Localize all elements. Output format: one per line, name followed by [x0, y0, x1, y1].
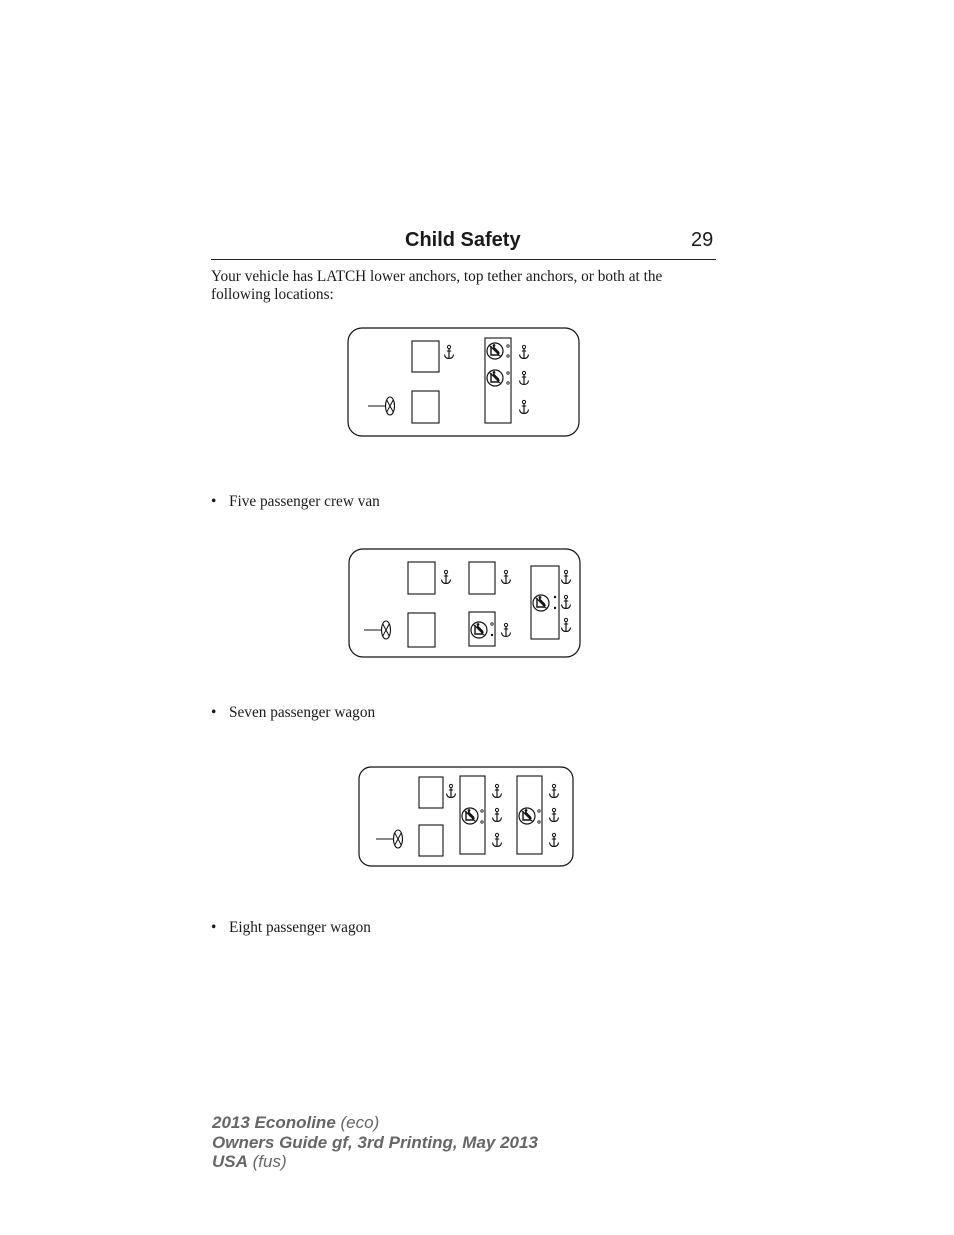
- front-passenger-seat: [419, 777, 443, 808]
- footer-line-2: [212, 1133, 538, 1153]
- child-seat-latch-icon: [487, 343, 503, 359]
- list-item: [211, 919, 371, 937]
- page-number: 29: [691, 229, 714, 251]
- child-seat-latch-icon: [533, 595, 549, 611]
- seating-diagram-seven-passenger: [348, 548, 582, 660]
- child-seat-latch-icon: [471, 622, 487, 638]
- vehicle-outline: [348, 328, 579, 436]
- lower-anchor-dot: [491, 634, 493, 636]
- document-footer: [212, 1113, 538, 1172]
- footer-line-1: [212, 1113, 538, 1133]
- child-seat-latch-icon: [519, 808, 535, 824]
- seating-diagram-eight-passenger: [358, 766, 575, 868]
- configuration-label: Eight passenger wagon: [229, 919, 371, 936]
- intro-paragraph: Your vehicle has LATCH lower anchors, top tether anchors, or both at the following locations:: [211, 268, 663, 303]
- footer-market: USA: [212, 1152, 248, 1171]
- seating-diagram-five-passenger: [347, 327, 581, 439]
- driver-seat: [412, 391, 439, 423]
- driver-seat: [408, 613, 435, 647]
- bullet-dot: •: [211, 704, 217, 721]
- page-title: Child Safety: [405, 229, 521, 251]
- front-passenger-seat: [408, 562, 435, 594]
- driver-seat: [419, 825, 443, 856]
- configuration-label: Seven passenger wagon: [229, 704, 376, 721]
- list-item: [211, 493, 380, 511]
- lower-anchor-dot: [554, 607, 556, 609]
- child-seat-latch-icon: [462, 808, 478, 824]
- second-row-seat: [469, 562, 495, 594]
- footer-line-3: [212, 1152, 538, 1172]
- header-divider: [211, 259, 716, 260]
- footer-model-code: (eco): [340, 1113, 380, 1132]
- lower-anchor-dot: [554, 596, 556, 598]
- bullet-dot: •: [211, 919, 217, 936]
- front-passenger-seat: [412, 341, 439, 372]
- child-seat-latch-icon: [487, 370, 503, 386]
- footer-model: 2013 Econoline: [212, 1113, 336, 1132]
- footer-printing: Owners Guide gf, 3rd Printing, May 2013: [212, 1132, 538, 1152]
- bullet-dot: •: [211, 493, 217, 510]
- footer-market-code: (fus): [252, 1152, 287, 1171]
- list-item: [211, 704, 375, 722]
- configuration-label: Five passenger crew van: [229, 493, 380, 510]
